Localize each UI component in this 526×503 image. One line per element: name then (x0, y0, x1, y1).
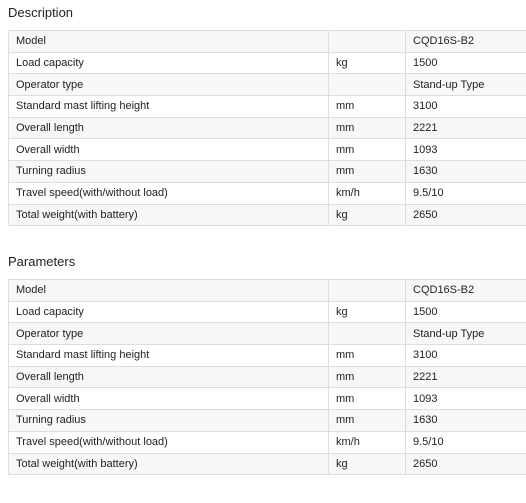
spec-name-cell: Total weight(with battery) (9, 453, 329, 475)
spec-value-cell: Stand-up Type (406, 74, 526, 96)
spec-unit-cell: mm (329, 345, 406, 367)
table-row (9, 453, 526, 475)
spec-unit-cell: mm (329, 388, 406, 410)
description-section (8, 4, 526, 226)
spec-unit-cell (329, 74, 406, 96)
spec-name-cell: Load capacity (9, 52, 329, 74)
spec-unit-cell (329, 31, 406, 53)
spec-unit-cell (329, 323, 406, 345)
table-row (9, 323, 526, 345)
spec-name-cell: Load capacity (9, 301, 329, 323)
spec-value-cell: 2650 (406, 204, 526, 226)
spec-unit-cell: mm (329, 366, 406, 388)
spec-value-cell: CQD16S-B2 (406, 280, 526, 302)
spec-name-cell: Travel speed(with/without load) (9, 431, 329, 453)
spec-value-cell: 2221 (406, 366, 526, 388)
spec-value-cell: 2221 (406, 117, 526, 139)
spec-name-cell: Turning radius (9, 161, 329, 183)
parameters-table-body (9, 280, 526, 475)
spec-name-cell: Overall width (9, 139, 329, 161)
spec-unit-cell: mm (329, 410, 406, 432)
description-table (8, 30, 526, 226)
spec-value-cell: 1630 (406, 410, 526, 432)
table-row (9, 74, 526, 96)
table-row (9, 388, 526, 410)
spec-name-cell: Overall width (9, 388, 329, 410)
spec-name-cell: Overall length (9, 366, 329, 388)
table-row (9, 366, 526, 388)
spec-unit-cell: mm (329, 96, 406, 118)
description-title: Description (8, 5, 74, 20)
spec-name-cell: Operator type (9, 323, 329, 345)
table-row (9, 182, 526, 204)
spec-name-cell: Model (9, 31, 329, 53)
table-row (9, 410, 526, 432)
spec-name-cell: Model (9, 280, 329, 302)
spec-unit-cell: kg (329, 301, 406, 323)
spec-unit-cell: kg (329, 204, 406, 226)
spec-value-cell: 1093 (406, 388, 526, 410)
table-row (9, 117, 526, 139)
spec-value-cell: 1500 (406, 301, 526, 323)
parameters-section (8, 253, 526, 475)
spec-name-cell: Operator type (9, 74, 329, 96)
spec-unit-cell: kg (329, 52, 406, 74)
spec-name-cell: Turning radius (9, 410, 329, 432)
spec-unit-cell: km/h (329, 182, 406, 204)
spec-value-cell: 9.5/10 (406, 182, 526, 204)
spec-unit-cell: km/h (329, 431, 406, 453)
parameters-title: Parameters (8, 254, 76, 269)
spec-value-cell: 1093 (406, 139, 526, 161)
table-row (9, 280, 526, 302)
spec-name-cell: Total weight(with battery) (9, 204, 329, 226)
spec-value-cell: Stand-up Type (406, 323, 526, 345)
spec-name-cell: Standard mast lifting height (9, 96, 329, 118)
spec-value-cell: 3100 (406, 345, 526, 367)
table-row (9, 204, 526, 226)
spec-value-cell: 2650 (406, 453, 526, 475)
table-row (9, 52, 526, 74)
description-table-body (9, 31, 526, 226)
spec-value-cell: 1630 (406, 161, 526, 183)
spec-name-cell: Overall length (9, 117, 329, 139)
spec-unit-cell: mm (329, 161, 406, 183)
table-row (9, 161, 526, 183)
spec-unit-cell (329, 280, 406, 302)
spec-name-cell: Travel speed(with/without load) (9, 182, 329, 204)
spec-unit-cell: mm (329, 139, 406, 161)
table-row (9, 96, 526, 118)
table-row (9, 31, 526, 53)
spec-value-cell: 9.5/10 (406, 431, 526, 453)
table-row (9, 301, 526, 323)
spec-name-cell: Standard mast lifting height (9, 345, 329, 367)
parameters-table (8, 279, 526, 475)
spec-value-cell: 1500 (406, 52, 526, 74)
table-row (9, 431, 526, 453)
spec-value-cell: 3100 (406, 96, 526, 118)
table-row (9, 139, 526, 161)
spec-unit-cell: kg (329, 453, 406, 475)
spec-unit-cell: mm (329, 117, 406, 139)
table-row (9, 345, 526, 367)
spec-value-cell: CQD16S-B2 (406, 31, 526, 53)
